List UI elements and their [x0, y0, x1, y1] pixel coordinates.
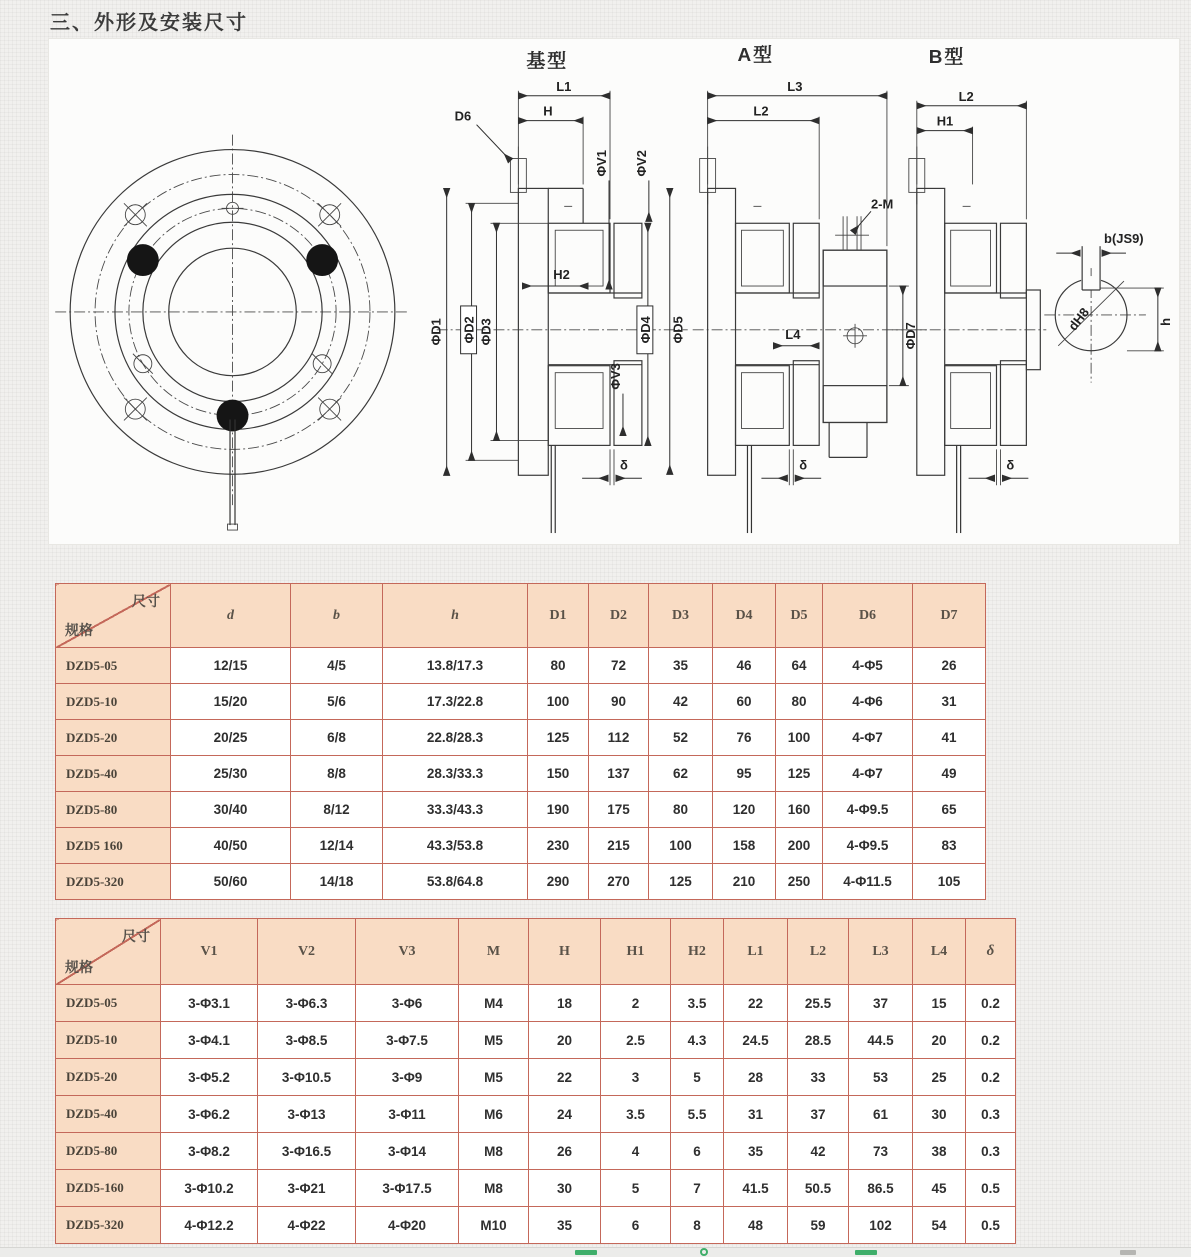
- value-cell: 53: [849, 1059, 913, 1096]
- value-cell: 24: [529, 1096, 601, 1133]
- value-cell: 102: [849, 1207, 913, 1244]
- value-cell: 3.5: [671, 985, 724, 1022]
- value-cell: 45: [913, 1170, 966, 1207]
- value-cell: 0.5: [966, 1207, 1016, 1244]
- table-row: [56, 1207, 1016, 1244]
- value-cell: 14/18: [291, 864, 383, 900]
- value-cell: 250: [776, 864, 823, 900]
- value-cell: 35: [529, 1207, 601, 1244]
- table-corner: [56, 584, 171, 648]
- value-cell: 230: [528, 828, 589, 864]
- value-cell: 20: [529, 1022, 601, 1059]
- value-cell: 17.3/22.8: [383, 684, 528, 720]
- value-cell: 0.3: [966, 1133, 1016, 1170]
- value-cell: 90: [589, 684, 649, 720]
- value-cell: 22.8/28.3: [383, 720, 528, 756]
- corner-label-top: 尺寸: [132, 593, 160, 609]
- technical-drawing: [49, 39, 1179, 544]
- dim-label-2m: 2-M: [870, 196, 894, 212]
- value-cell: 54: [913, 1207, 966, 1244]
- column-header: L2: [788, 919, 849, 985]
- coil: [555, 373, 603, 429]
- column-header: D7: [913, 584, 986, 648]
- value-cell: 3-Φ14: [356, 1133, 459, 1170]
- value-cell: 3-Φ3.1: [161, 985, 258, 1022]
- value-cell: 8: [671, 1207, 724, 1244]
- table-row: [56, 1096, 1016, 1133]
- dim-label-b-key: b(JS9): [1104, 231, 1144, 247]
- value-cell: 30/40: [171, 792, 291, 828]
- value-cell: 15: [913, 985, 966, 1022]
- value-cell: 46: [713, 648, 776, 684]
- value-cell: 53.8/64.8: [383, 864, 528, 900]
- value-cell: 0.2: [966, 1059, 1016, 1096]
- column-header: D4: [713, 584, 776, 648]
- value-cell: 112: [589, 720, 649, 756]
- value-cell: 4.3: [671, 1022, 724, 1059]
- coil-housing: [548, 223, 610, 293]
- dim-label-delta-b: δ: [1006, 457, 1015, 473]
- coil-housing: [736, 366, 790, 446]
- table-row: [56, 648, 986, 684]
- cutoff-toolbar: [0, 1247, 1191, 1257]
- cutoff-icon: [700, 1248, 708, 1256]
- value-cell: 65: [913, 792, 986, 828]
- value-cell: 80: [528, 648, 589, 684]
- value-cell: 2.5: [601, 1022, 671, 1059]
- view-title-b: B型: [928, 46, 966, 68]
- value-cell: 42: [788, 1133, 849, 1170]
- value-cell: 22: [529, 1059, 601, 1096]
- value-cell: M4: [459, 985, 529, 1022]
- table-row: [56, 1022, 1016, 1059]
- value-cell: 37: [849, 985, 913, 1022]
- value-cell: 158: [713, 828, 776, 864]
- value-cell: 200: [776, 828, 823, 864]
- armature: [614, 223, 642, 298]
- value-cell: 270: [589, 864, 649, 900]
- coil: [951, 373, 991, 429]
- value-cell: 35: [724, 1133, 788, 1170]
- dim-label-l1: L1: [556, 78, 572, 94]
- dim-label-d6: D6: [454, 108, 472, 124]
- dim-label-h: H: [543, 103, 553, 119]
- value-cell: 105: [913, 864, 986, 900]
- dim-label-dh8: dH8: [1065, 304, 1093, 334]
- base-type-view: [429, 49, 688, 533]
- value-cell: 5: [671, 1059, 724, 1096]
- value-cell: 40/50: [171, 828, 291, 864]
- value-cell: 3-Φ13: [258, 1096, 356, 1133]
- value-cell: 4-Φ9.5: [823, 792, 913, 828]
- value-cell: 4-Φ22: [258, 1207, 356, 1244]
- value-cell: 190: [528, 792, 589, 828]
- row-label: DZD5-320: [56, 1207, 161, 1244]
- value-cell: 26: [913, 648, 986, 684]
- lead-wire: [747, 445, 751, 533]
- column-header: h: [383, 584, 528, 648]
- cutoff-icon: [575, 1250, 597, 1255]
- value-cell: 43.3/53.8: [383, 828, 528, 864]
- coil-housing: [548, 366, 610, 446]
- value-cell: 3-Φ10.2: [161, 1170, 258, 1207]
- value-cell: 20: [913, 1022, 966, 1059]
- value-cell: 73: [849, 1133, 913, 1170]
- page-title: 三、外形及安装尺寸: [50, 12, 248, 34]
- table-row: [56, 756, 986, 792]
- value-cell: 125: [649, 864, 713, 900]
- armature: [1000, 223, 1026, 298]
- mounting-screw-icon: [124, 203, 147, 226]
- row-label: DZD5-80: [56, 792, 171, 828]
- value-cell: 12/15: [171, 648, 291, 684]
- row-label: DZD5-320: [56, 864, 171, 900]
- value-cell: 31: [913, 684, 986, 720]
- a-type-view: [693, 43, 927, 533]
- value-cell: 3-Φ10.5: [258, 1059, 356, 1096]
- value-cell: M8: [459, 1170, 529, 1207]
- dim-label-v1: ΦV1: [594, 150, 610, 177]
- row-label: DZD5-160: [56, 1170, 161, 1207]
- value-cell: 20/25: [171, 720, 291, 756]
- column-header: H2: [671, 919, 724, 985]
- value-cell: 0.3: [966, 1096, 1016, 1133]
- table-corner: [56, 919, 161, 985]
- value-cell: 125: [776, 756, 823, 792]
- value-cell: 100: [528, 684, 589, 720]
- value-cell: 86.5: [849, 1170, 913, 1207]
- value-cell: 26: [529, 1133, 601, 1170]
- corner-label-bottom: 规格: [65, 622, 93, 638]
- value-cell: 28: [724, 1059, 788, 1096]
- value-cell: 4-Φ6: [823, 684, 913, 720]
- lead-wire: [551, 445, 555, 533]
- dim-label-delta: δ: [619, 457, 628, 473]
- value-cell: 4-Φ7: [823, 720, 913, 756]
- value-cell: 0.2: [966, 985, 1016, 1022]
- column-header: V1: [161, 919, 258, 985]
- value-cell: 3: [601, 1059, 671, 1096]
- value-cell: 4-Φ7: [823, 756, 913, 792]
- coil: [741, 373, 783, 429]
- dim-label-v3: ΦV3: [607, 363, 623, 390]
- value-cell: 18: [529, 985, 601, 1022]
- pulley-rim: [823, 250, 887, 286]
- column-header: d: [171, 584, 291, 648]
- value-cell: 150: [528, 756, 589, 792]
- row-label: DZD5-40: [56, 1096, 161, 1133]
- value-cell: 5: [601, 1170, 671, 1207]
- bolt-hole: [217, 400, 249, 432]
- table-row: [56, 684, 986, 720]
- value-cell: 3.5: [601, 1096, 671, 1133]
- column-header: D6: [823, 584, 913, 648]
- value-cell: 4-Φ9.5: [823, 828, 913, 864]
- value-cell: 120: [713, 792, 776, 828]
- value-cell: 3-Φ5.2: [161, 1059, 258, 1096]
- bolt-hole: [127, 244, 159, 276]
- row-label: DZD5-20: [56, 720, 171, 756]
- value-cell: 4-Φ5: [823, 648, 913, 684]
- value-cell: 3-Φ21: [258, 1170, 356, 1207]
- value-cell: 60: [713, 684, 776, 720]
- column-header: D1: [528, 584, 589, 648]
- drawing-panel: [48, 38, 1180, 545]
- coil: [741, 230, 783, 286]
- coil-housing: [945, 366, 997, 446]
- value-cell: 62: [649, 756, 713, 792]
- value-cell: 3-Φ9: [356, 1059, 459, 1096]
- column-header: M: [459, 919, 529, 985]
- row-label: DZD5-05: [56, 648, 171, 684]
- bolt-hole: [306, 244, 338, 276]
- value-cell: 28.5: [788, 1022, 849, 1059]
- value-cell: 30: [529, 1170, 601, 1207]
- value-cell: 72: [589, 648, 649, 684]
- mounting-screw-icon: [318, 203, 341, 226]
- value-cell: 80: [649, 792, 713, 828]
- column-header: V3: [356, 919, 459, 985]
- dim-label-h-key: h: [1157, 317, 1173, 326]
- value-cell: 33: [788, 1059, 849, 1096]
- row-label: DZD5-80: [56, 1133, 161, 1170]
- column-header: H1: [601, 919, 671, 985]
- dim-label-l2a: L2: [753, 103, 769, 119]
- cutoff-icon: [855, 1250, 877, 1255]
- value-cell: 3-Φ17.5: [356, 1170, 459, 1207]
- coil-housing: [736, 223, 790, 293]
- row-label: DZD5-05: [56, 985, 161, 1022]
- mounting-screw-icon: [124, 398, 147, 421]
- value-cell: 125: [528, 720, 589, 756]
- value-cell: 6: [671, 1133, 724, 1170]
- column-header: L1: [724, 919, 788, 985]
- stud-2m: [835, 216, 869, 250]
- armature: [1000, 361, 1026, 446]
- flange-plate: [518, 188, 548, 475]
- value-cell: 13.8/17.3: [383, 648, 528, 684]
- value-cell: 59: [788, 1207, 849, 1244]
- column-header: L3: [849, 919, 913, 985]
- svg-text:ΦD2: ΦD2: [461, 316, 477, 344]
- dim-label-h2: H2: [553, 267, 570, 283]
- value-cell: 35: [649, 648, 713, 684]
- dim-label-l4: L4: [785, 326, 801, 342]
- dim-box-d2: [461, 306, 477, 354]
- dim-label-v2: ΦV2: [633, 150, 649, 177]
- column-header: δ: [966, 919, 1016, 985]
- value-cell: 12/14: [291, 828, 383, 864]
- value-cell: 100: [776, 720, 823, 756]
- dim-label-d1: ΦD1: [428, 318, 444, 346]
- value-cell: 41: [913, 720, 986, 756]
- column-header: L4: [913, 919, 966, 985]
- row-label: DZD5 160: [56, 828, 171, 864]
- cutoff-icon: [1120, 1250, 1136, 1255]
- corner-label-bottom: 规格: [65, 959, 93, 975]
- value-cell: 3-Φ11: [356, 1096, 459, 1133]
- value-cell: 0.5: [966, 1170, 1016, 1207]
- row-label: DZD5-10: [56, 684, 171, 720]
- value-cell: 0.2: [966, 1022, 1016, 1059]
- mounting-screw-icon: [318, 398, 341, 421]
- table-row: [56, 1133, 1016, 1170]
- dim-label-l2b: L2: [958, 88, 974, 104]
- value-cell: 33.3/43.3: [383, 792, 528, 828]
- value-cell: M5: [459, 1059, 529, 1096]
- column-header: D5: [776, 584, 823, 648]
- value-cell: 5/6: [291, 684, 383, 720]
- value-cell: 3-Φ4.1: [161, 1022, 258, 1059]
- row-label: DZD5-10: [56, 1022, 161, 1059]
- value-cell: 24.5: [724, 1022, 788, 1059]
- value-cell: 3-Φ8.5: [258, 1022, 356, 1059]
- value-cell: 8/8: [291, 756, 383, 792]
- value-cell: 25: [913, 1059, 966, 1096]
- row-label: DZD5-20: [56, 1059, 161, 1096]
- value-cell: M6: [459, 1096, 529, 1133]
- value-cell: 22: [724, 985, 788, 1022]
- value-cell: 95: [713, 756, 776, 792]
- value-cell: 83: [913, 828, 986, 864]
- value-cell: 3-Φ7.5: [356, 1022, 459, 1059]
- value-cell: 4-Φ12.2: [161, 1207, 258, 1244]
- value-cell: 25.5: [788, 985, 849, 1022]
- column-header: H: [529, 919, 601, 985]
- value-cell: 25/30: [171, 756, 291, 792]
- table-row: [56, 828, 986, 864]
- value-cell: 37: [788, 1096, 849, 1133]
- value-cell: 3-Φ16.5: [258, 1133, 356, 1170]
- view-title-base: 基型: [526, 50, 569, 72]
- value-cell: 31: [724, 1096, 788, 1133]
- value-cell: 42: [649, 684, 713, 720]
- corner-label-top: 尺寸: [122, 928, 150, 944]
- value-cell: 4-Φ11.5: [823, 864, 913, 900]
- value-cell: 44.5: [849, 1022, 913, 1059]
- small-screw-icon: [133, 354, 153, 374]
- dimension-table-1: [55, 583, 986, 900]
- column-header: D3: [649, 584, 713, 648]
- value-cell: 48: [724, 1207, 788, 1244]
- value-cell: 30: [913, 1096, 966, 1133]
- value-cell: 3-Φ6.2: [161, 1096, 258, 1133]
- coil: [951, 230, 991, 286]
- svg-text:ΦD4: ΦD4: [637, 316, 653, 344]
- value-cell: 50/60: [171, 864, 291, 900]
- shaft-keyway-view: [1044, 231, 1173, 382]
- value-cell: 41.5: [724, 1170, 788, 1207]
- value-cell: 215: [589, 828, 649, 864]
- value-cell: 100: [649, 828, 713, 864]
- value-cell: M10: [459, 1207, 529, 1244]
- value-cell: 175: [589, 792, 649, 828]
- value-cell: 4/5: [291, 648, 383, 684]
- pulley-hole: [843, 324, 867, 348]
- value-cell: 28.3/33.3: [383, 756, 528, 792]
- view-title-a: A型: [737, 44, 775, 66]
- table-row: [56, 792, 986, 828]
- value-cell: 160: [776, 792, 823, 828]
- flange-plate: [708, 188, 736, 475]
- value-cell: 4-Φ20: [356, 1207, 459, 1244]
- value-cell: 80: [776, 684, 823, 720]
- table-row: [56, 864, 986, 900]
- dimension-table-2: [55, 918, 1016, 1244]
- value-cell: 3-Φ6.3: [258, 985, 356, 1022]
- value-cell: 49: [913, 756, 986, 792]
- dim-box-d4: [637, 306, 653, 354]
- armature: [793, 223, 819, 298]
- b-type-view: [892, 45, 1046, 533]
- table-row: [56, 1059, 1016, 1096]
- value-cell: 3-Φ6: [356, 985, 459, 1022]
- coil-housing: [945, 223, 997, 293]
- table-row: [56, 985, 1016, 1022]
- value-cell: 210: [713, 864, 776, 900]
- dim-label-l3: L3: [787, 78, 803, 94]
- value-cell: 50.5: [788, 1170, 849, 1207]
- pulley-rim: [823, 386, 887, 423]
- value-cell: 290: [528, 864, 589, 900]
- value-cell: 137: [589, 756, 649, 792]
- value-cell: M5: [459, 1022, 529, 1059]
- small-screw-icon: [312, 354, 332, 374]
- table-row: [56, 720, 986, 756]
- value-cell: M8: [459, 1133, 529, 1170]
- value-cell: 7: [671, 1170, 724, 1207]
- dim-label-d5: ΦD5: [670, 316, 686, 344]
- column-header: D2: [589, 584, 649, 648]
- dim-label-d3: ΦD3: [478, 318, 494, 346]
- dim-label-h1: H1: [936, 113, 954, 129]
- dim-label-delta-a: δ: [799, 457, 808, 473]
- value-cell: 6: [601, 1207, 671, 1244]
- value-cell: 6/8: [291, 720, 383, 756]
- dim-label-d7: ΦD7: [902, 322, 918, 350]
- value-cell: 4: [601, 1133, 671, 1170]
- table-row: [56, 1170, 1016, 1207]
- value-cell: 61: [849, 1096, 913, 1133]
- row-label: DZD5-40: [56, 756, 171, 792]
- flange-plate: [917, 188, 945, 475]
- front-view: [55, 135, 410, 530]
- value-cell: 52: [649, 720, 713, 756]
- value-cell: 5.5: [671, 1096, 724, 1133]
- value-cell: 15/20: [171, 684, 291, 720]
- value-cell: 38: [913, 1133, 966, 1170]
- lead-wire: [957, 445, 961, 533]
- column-header: b: [291, 584, 383, 648]
- value-cell: 76: [713, 720, 776, 756]
- armature: [793, 361, 819, 446]
- value-cell: 64: [776, 648, 823, 684]
- value-cell: 3-Φ8.2: [161, 1133, 258, 1170]
- value-cell: 8/12: [291, 792, 383, 828]
- value-cell: 2: [601, 985, 671, 1022]
- column-header: V2: [258, 919, 356, 985]
